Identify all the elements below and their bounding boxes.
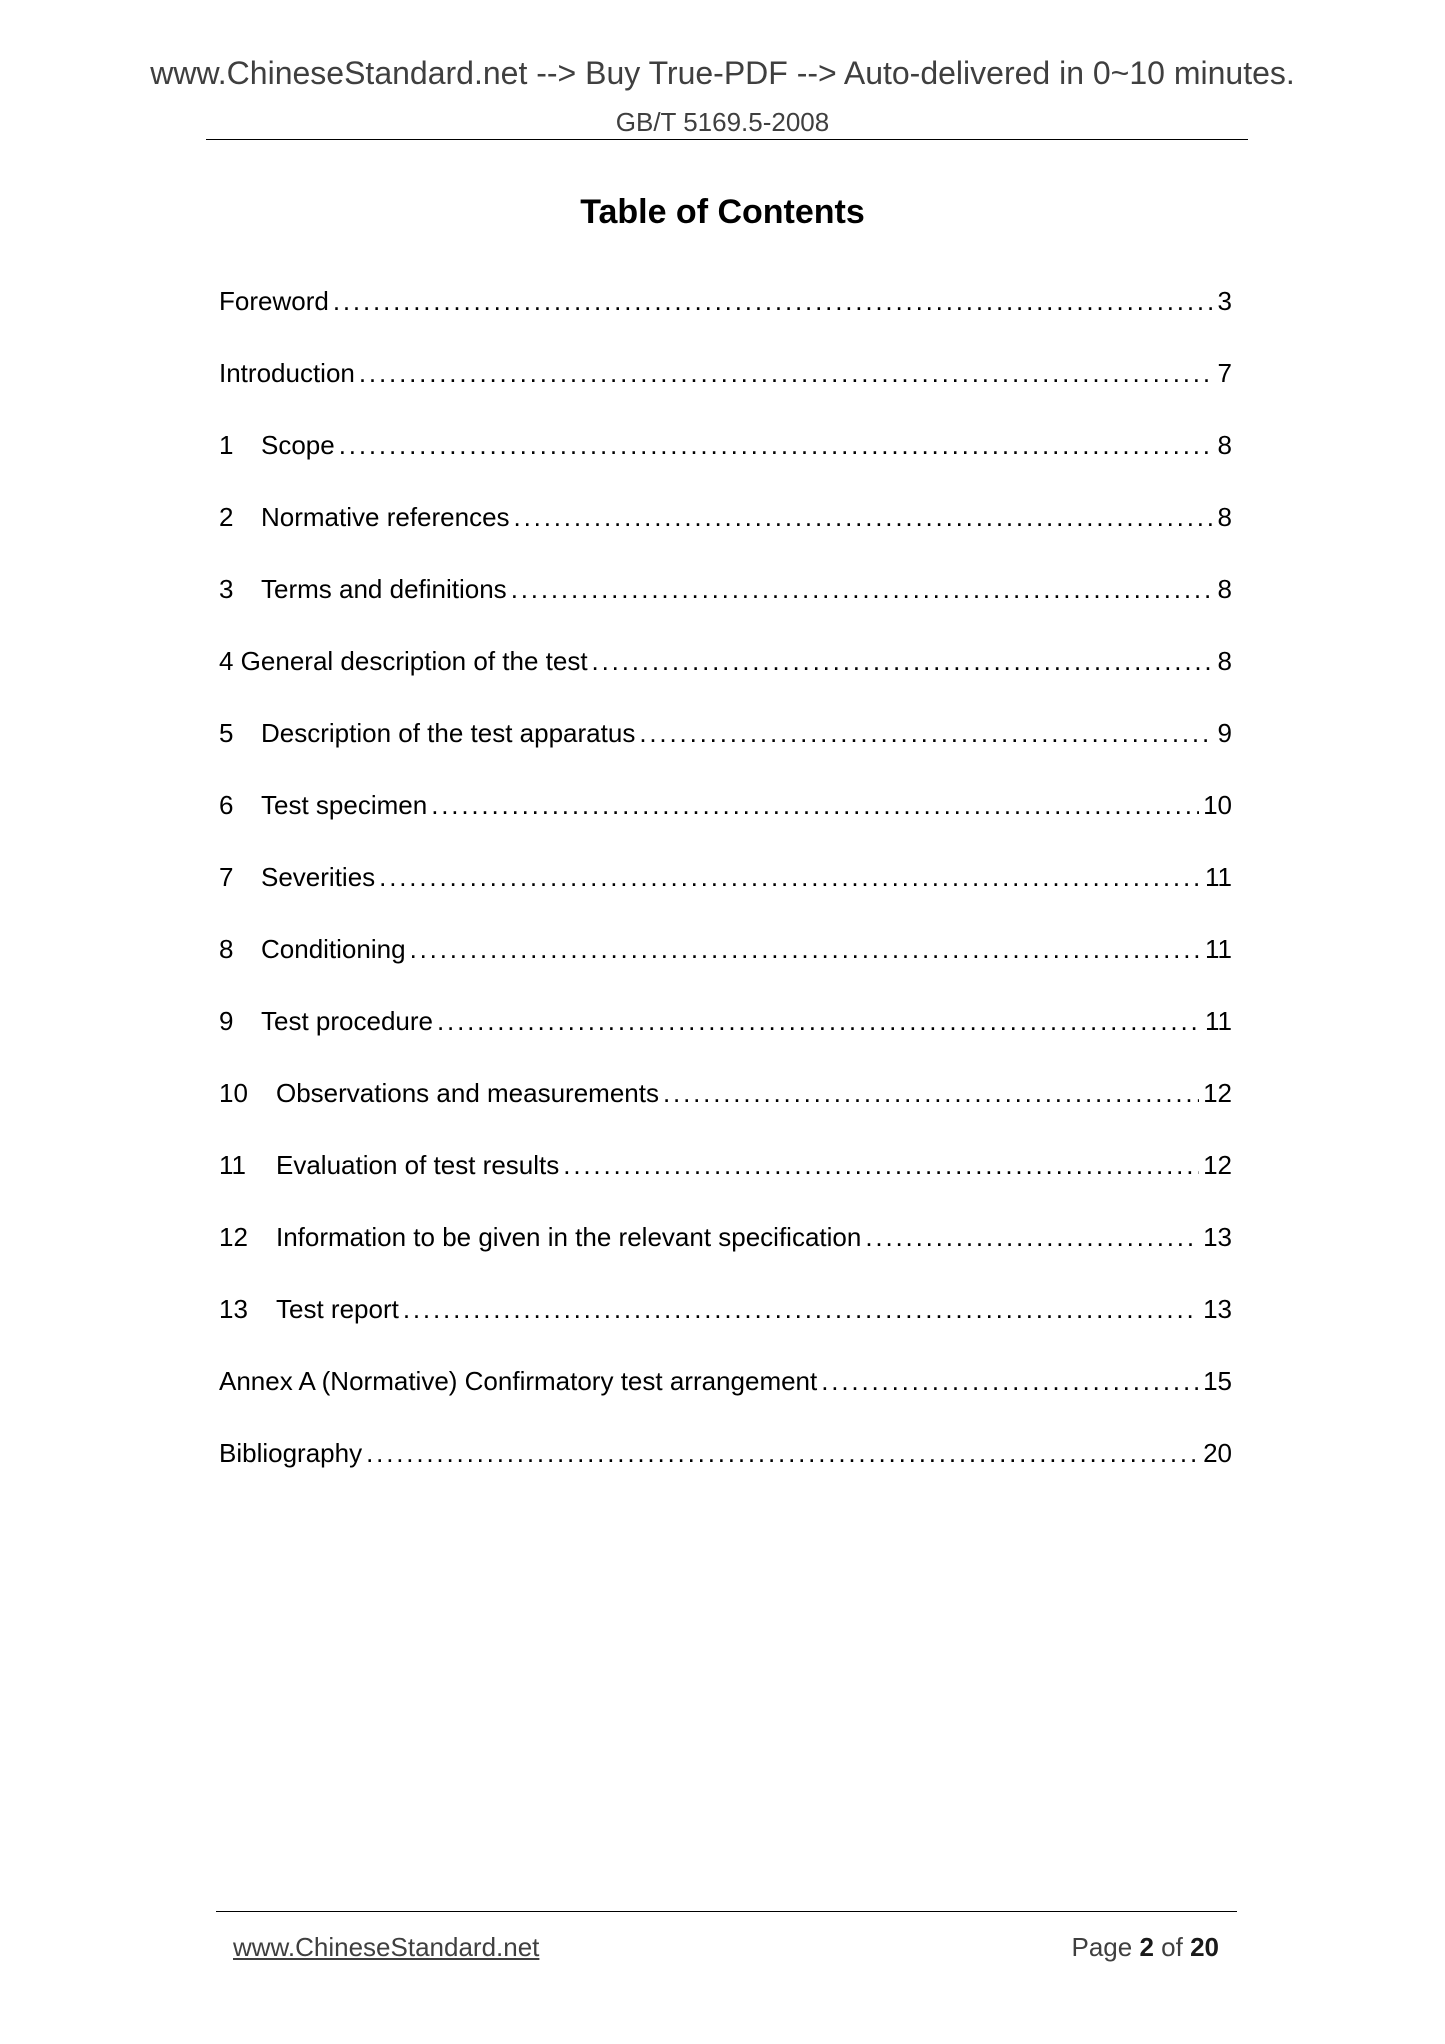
toc-entry[interactable] (219, 1216, 1232, 1288)
page-prefix: Page (1071, 1932, 1133, 1962)
toc-title: Table of Contents (580, 193, 865, 231)
toc-entry-page: 3 (1217, 286, 1232, 316)
toc-entry-page: 8 (1217, 646, 1232, 676)
toc-entry-page: 8 (1217, 574, 1232, 604)
toc-entry-label: Conditioning (261, 934, 406, 964)
toc-dot-leader (339, 424, 1214, 466)
footer-site-link[interactable]: www.ChineseStandard.net (233, 1932, 540, 1962)
toc-entry-label: Bibliography (219, 1438, 363, 1468)
toc-entry-label: Annex A (Normative) Confirmatory test arrangement (219, 1366, 818, 1396)
toc-entry-label: Test specimen (261, 790, 428, 820)
toc-entry[interactable] (219, 280, 1232, 352)
toc-entry-page: 11 (1205, 1006, 1232, 1036)
toc-dot-leader (592, 640, 1214, 682)
page-total: 20 (1190, 1932, 1219, 1962)
toc-entry-label: Observations and measurements (276, 1078, 659, 1108)
toc-entry-label: Introduction (219, 358, 355, 388)
toc-entry-number: 1 (219, 430, 234, 460)
page-current: 2 (1139, 1932, 1154, 1962)
toc-entry-page: 8 (1217, 502, 1232, 532)
toc-entry-label: Normative references (261, 502, 510, 532)
page-indicator (1071, 1932, 1219, 1963)
toc-dot-leader (514, 496, 1214, 538)
toc-entry-label: Scope (261, 430, 335, 460)
toc-entry-number: 7 (219, 862, 234, 892)
toc-dot-leader (333, 280, 1214, 322)
toc-entry-label: Description of the test apparatus (261, 718, 636, 748)
toc-dot-leader (359, 352, 1214, 394)
toc-dot-leader (639, 712, 1213, 754)
toc-dot-leader (410, 928, 1201, 970)
toc-dot-leader (403, 1288, 1199, 1330)
toc-entry[interactable] (219, 856, 1232, 928)
toc-dot-leader (821, 1360, 1199, 1402)
toc-dot-leader (511, 568, 1214, 610)
page-of: of (1161, 1932, 1183, 1962)
toc-entry-page: 11 (1205, 862, 1232, 892)
toc-dot-leader (437, 1000, 1201, 1042)
toc-entry-page: 20 (1203, 1438, 1232, 1468)
toc-dot-leader (379, 856, 1201, 898)
toc-entry-page: 11 (1205, 934, 1232, 964)
toc-entry-page: 7 (1217, 358, 1232, 388)
toc-list (219, 280, 1232, 1504)
toc-entry-number: 3 (219, 574, 234, 604)
toc-entry-number: 9 (219, 1006, 234, 1036)
document-code: GB/T 5169.5-2008 (615, 107, 830, 137)
toc-entry-page: 10 (1203, 790, 1232, 820)
toc-entry-page: 9 (1217, 718, 1232, 748)
toc-entry[interactable] (219, 928, 1232, 1000)
toc-entry-number: 8 (219, 934, 234, 964)
toc-entry[interactable] (219, 640, 1232, 712)
toc-entry-number: 13 (219, 1294, 248, 1324)
toc-entry[interactable] (219, 424, 1232, 496)
toc-entry[interactable] (219, 1288, 1232, 1360)
toc-entry-number: 12 (219, 1222, 248, 1252)
toc-entry-page: 12 (1203, 1078, 1232, 1108)
toc-entry-label: Test procedure (261, 1006, 433, 1036)
toc-entry[interactable] (219, 1432, 1232, 1504)
toc-entry-label: Test report (276, 1294, 399, 1324)
toc-entry-number: 6 (219, 790, 234, 820)
toc-entry[interactable] (219, 568, 1232, 640)
toc-entry-page: 13 (1203, 1222, 1232, 1252)
footer-divider (216, 1911, 1237, 1912)
toc-entry[interactable] (219, 352, 1232, 424)
toc-entry-page: 15 (1203, 1366, 1232, 1396)
toc-entry[interactable] (219, 1144, 1232, 1216)
toc-entry-number: 5 (219, 718, 234, 748)
toc-entry[interactable] (219, 496, 1232, 568)
toc-dot-leader (366, 1432, 1199, 1474)
toc-entry-label: Evaluation of test results (276, 1150, 560, 1180)
toc-entry[interactable] (219, 1000, 1232, 1072)
toc-entry-label: Terms and definitions (261, 574, 507, 604)
toc-entry-label: Information to be given in the relevant specification (276, 1222, 862, 1252)
toc-entry-label: 4 General description of the test (219, 646, 588, 676)
header-divider (206, 139, 1248, 140)
toc-entry-page: 8 (1217, 430, 1232, 460)
toc-entry-label: Foreword (219, 286, 329, 316)
toc-dot-leader (663, 1072, 1199, 1114)
toc-entry-label: Severities (261, 862, 376, 892)
toc-entry[interactable] (219, 1072, 1232, 1144)
site-banner: www.ChineseStandard.net --> Buy True-PDF --> Auto-delivered in 0~10 minutes. (150, 55, 1295, 91)
toc-dot-leader (865, 1216, 1199, 1258)
toc-entry-number: 11 (219, 1150, 246, 1180)
toc-dot-leader (431, 784, 1199, 826)
toc-dot-leader (563, 1144, 1199, 1186)
toc-entry-page: 12 (1203, 1150, 1232, 1180)
toc-entry-number: 2 (219, 502, 234, 532)
toc-entry-number: 10 (219, 1078, 248, 1108)
toc-entry[interactable] (219, 1360, 1232, 1432)
toc-entry[interactable] (219, 784, 1232, 856)
toc-entry-page: 13 (1203, 1294, 1232, 1324)
toc-entry[interactable] (219, 712, 1232, 784)
